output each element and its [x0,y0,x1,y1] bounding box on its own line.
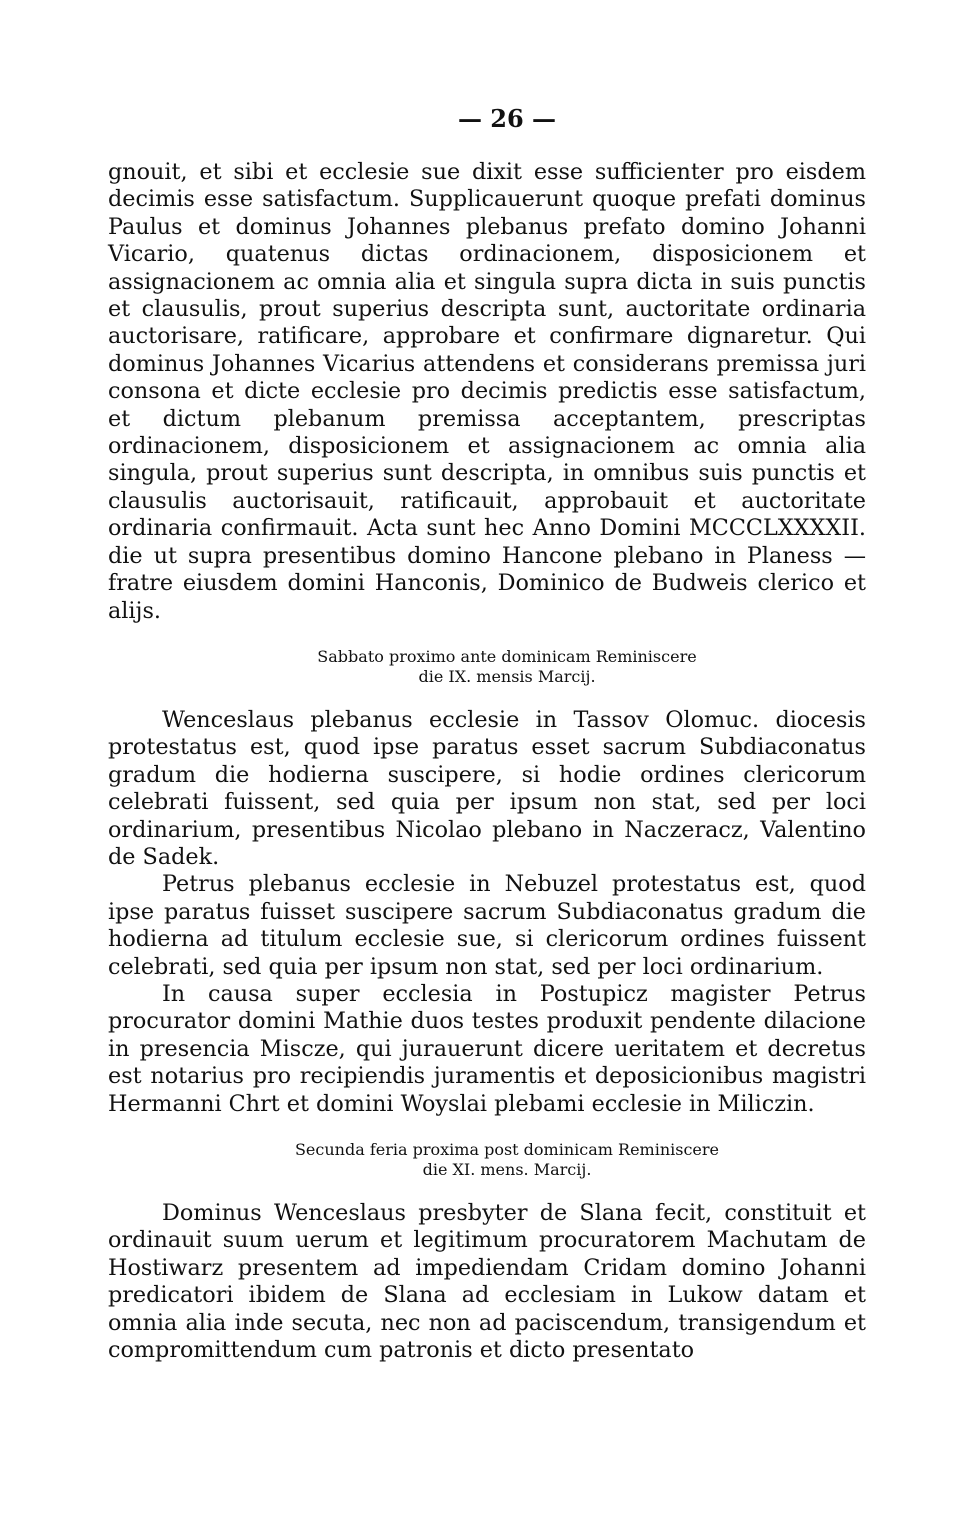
date-heading-line: Sabbato proximo ante dominicam Reminiscere [317,646,697,666]
date-heading-secunda-feria [108,1140,866,1180]
paragraph-slana: Dominus Wenceslaus presbyter de Slana fecit, constituit et ordinauit suum uerum et legitimum procuratorem Machutam de Hostiwarz presentem ad impediendam Cridam domino Johanni predicatori ibidem de Slana ad ecclesiam in Lukow datam et omnia alia inde secuta, nec non ad paciscendum, transigendum et compromittendum cum patronis et dicto presentato [108,1200,866,1364]
document-page [108,104,866,1364]
date-heading-line: Secunda feria proxima post dominicam Reminiscere [294,1140,720,1159]
date-heading-sabbato [108,647,866,687]
date-heading-line: die XI. mens. Marcij. [422,1160,592,1179]
page-number: — 26 — [457,104,557,133]
paragraph-wenceslaus: Wenceslaus plebanus ecclesie in Tassov Olomuc. diocesis protestatus est, quod ipse paratus esset sacrum Subdiaconatus gradum die hodierna suscipere, si hodie ordines clericorum celebrati fuissent, sed quia per ipsum non stat, sed per loci ordinarium, presentibus Nicolao plebano in Naczeracz, Valentino de Sadek. [108,706,866,870]
date-heading-line: die IX. mensis Marcij. [418,666,596,686]
paragraph-petrus: Petrus plebanus ecclesie in Nebuzel protestatus est, quod ipse paratus fuisset suscipere sacrum Subdiaconatus gradum die hodierna ad titulum ecclesie sue, si clericorum ordines fuissent celebrati, sed quia per ipsum non stat, sed per loci ordinarium. [108,871,866,980]
paragraph-acta: gnouit, et sibi et ecclesie sue dixit esse sufficienter pro eisdem decimis esse satisfactum. Supplicauerunt quoque prefati dominus Paulus et dominus Johannes plebanus prefato domino Johanni Vicario, quatenus dictas ordinacionem, disposicionem et assignacionem ac omnia alia et singula supra dicta in suis punctis et clausulis, prout superius descripta sunt, auctoritate ordinaria auctorisare, ratificare, approbare et confirmare dignaretur. Qui dominus Johannes Vicarius attendens et considerans premissa juri consona et dicte ecclesie pro decimis predictis esse satisfactum, et dictum plebanum premissa acceptantem, prescriptas ordinacionem, disposicionem et assignacionem ac omnia alia singula, prout superius sunt descripta, in omnibus suis punctis et clausulis auctorisauit, ratificauit, approbauit et auctoritate ordinaria confirmauit. Acta sunt hec Anno Domini MCCCLXXXXII. die ut supra presentibus domino Hancone plebano in Planess — fratre eiusdem domini Hanconis, Dominico de Budweis clerico et alijs. [108,159,866,624]
paragraph-postupicz: In causa super ecclesia in Postupicz magister Petrus procurator domini Mathie duos testes produxit pendente dilacione in presencia Miscze, qui jurauerunt dicere ueritatem et decretus est notarius pro recipiendis juramentis et deposicionibus magistri Hermanni Chrt et domini Woyslai plebami ecclesie in Miliczin. [108,980,866,1117]
